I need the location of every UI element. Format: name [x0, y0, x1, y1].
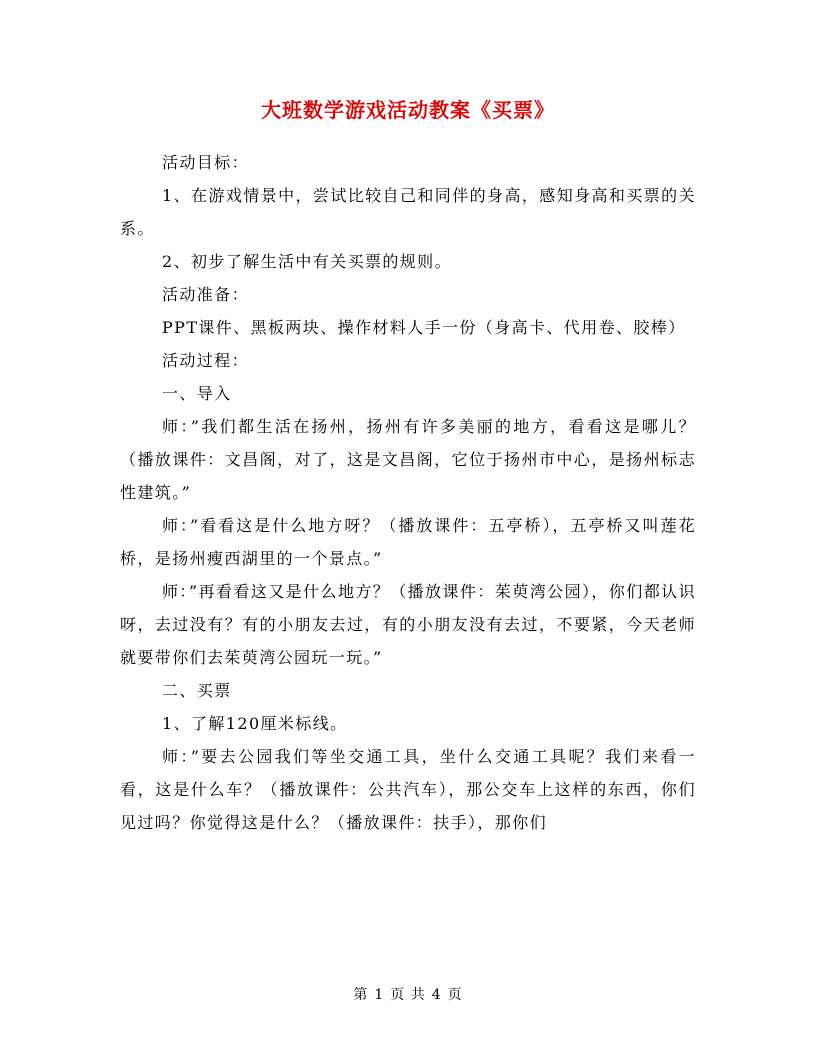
paragraph-process-heading: 活动过程： — [162, 351, 250, 370]
footer-middle: 页 共 — [390, 987, 426, 1003]
paragraph-section-intro: 一、导入 — [162, 384, 232, 403]
paragraph-preparation-heading: 活动准备： — [162, 285, 250, 304]
paragraph-teacher-wutingqiao: 师：”看看这是什么地方呀？（播放课件：五亭桥），五亭桥又叫莲花桥，是扬州瘦西湖里的一个景点。” — [120, 516, 696, 568]
footer-page-number: 1 — [374, 987, 385, 1003]
footer-total-pages: 4 — [431, 987, 442, 1003]
paragraph-120cm-line: 1、了解120厘米标线。 — [162, 714, 348, 733]
paragraph-teacher-wenchangge: 师：”我们都生活在扬州，扬州有许多美丽的地方，看看这是哪儿？（播放课件：文昌阁，对了，这是文昌阁，它位于扬州市中心，是扬州标志性建筑。” — [120, 417, 696, 502]
paragraph-teacher-bus: 师：”要去公园我们等坐交通工具，坐什么交通工具呢？我们来看一看，这是什么车？（播放课件：公共汽车），那公交车上这样的东西，你们见过吗？你觉得这是什么？（播放课件：扶手），那你们 — [120, 747, 696, 832]
page-footer — [0, 984, 816, 1004]
paragraph-activity-goals-heading: 活动目标： — [162, 153, 250, 172]
document-body — [120, 146, 696, 839]
paragraph-section-buy-ticket: 二、买票 — [162, 681, 232, 700]
paragraph-teacher-park: 师：”再看看这又是什么地方？（播放课件：茱萸湾公园），你们都认识呀，去过没有？有的小朋友去过，有的小朋友没有去过，不要紧，今天老师就要带你们去茱萸湾公园玩一玩。” — [120, 582, 696, 667]
footer-prefix: 第 — [353, 987, 369, 1003]
paragraph-goal-2: 2、初步了解生活中有关买票的规则。 — [162, 252, 452, 271]
paragraph-goal-1: 1、在游戏情景中，尝试比较自己和同伴的身高，感知身高和买票的关系。 — [120, 186, 696, 238]
footer-suffix: 页 — [447, 987, 463, 1003]
paragraph-preparation-materials: PPT课件、黑板两块、操作材料人手一份（身高卡、代用卷、胶棒） — [162, 318, 686, 337]
document-title: 大班数学游戏活动教案《买票》 — [261, 98, 555, 122]
